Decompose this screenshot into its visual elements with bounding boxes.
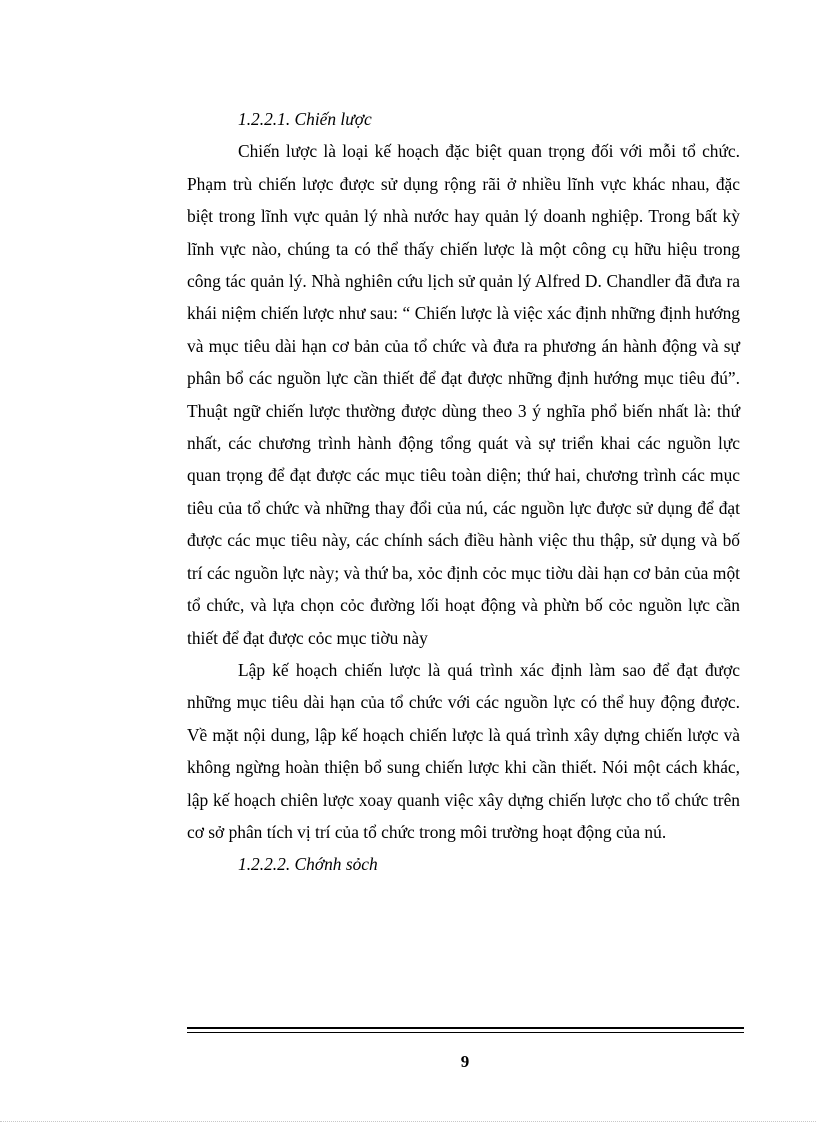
paragraph-strategy-definition: Chiến lược là loại kế hoạch đặc biệt quan trọng đối với mỗi tổ chức. Phạm trù chiến lược được sử dụng rộng rãi ở nhiều lĩnh vực khác nhau, đặc biệt trong lĩnh vực quản lý nhà nước hay quản lý doanh nghiệp. Trong bất kỳ lĩnh vực nào, chúng ta có thể thấy chiến lược là một công cụ hữu hiệu trong công tác quản lý. Nhà nghiên cứu lịch sử quản lý Alfred D. Chandler đã đưa ra khái niệm chiến lược như sau: “ Chiến lược là việc xác định những định hướng và mục tiêu dài hạn cơ bản của tổ chức và đưa ra phương án hành động và sự phân bổ các nguồn lực cần thiết để đạt được những định hướng mục tiêu đú”. Thuật ngữ chiến lược thường được dùng theo 3 ý nghĩa phổ biến nhất là: thứ nhất, các chương trình hành động tổng quát và sự triển khai các nguồn lực quan trọng để đạt được các mục tiêu toàn diện; thứ hai, chương trình các mục tiêu của tổ chức và những thay đổi của nú, các nguồn lực được sử dụng để đạt được các mục tiêu này, các chính sách điều hành việc thu thập, sử dụng và bố trí các nguồn lực này; và thứ ba, xỏc định cỏc mục tiờu dài hạn cơ bản của một tổ chức, và lựa chọn cỏc đường lối hoạt động và phừn bố cỏc nguồn lực cần thiết để đạt được cỏc mục tiờu này — [187, 141, 740, 648]
page-body — [187, 103, 740, 881]
section-heading-strategy: 1.2.2.1. Chiến lược — [238, 109, 372, 129]
page-bottom-edge — [0, 1121, 816, 1122]
section-heading-policy: 1.2.2.2. Chớnh sỏch — [238, 854, 378, 875]
page-number: 9 — [460, 1052, 470, 1071]
paragraph-strategic-planning: Lập kế hoạch chiến lược là quá trình xác định làm sao để đạt được những mục tiêu dài hạn của tổ chức với các nguồn lực có thể huy động được. Về mặt nội dung, lập kế hoạch chiến lược là quá trình xây dựng chiến lược và không ngừng hoàn thiện bổ sung chiến lược khi cần thiết. Nói một cách khác, lập kế hoạch chiên lược xoay quanh việc xây dựng chiến lược cho tổ chức trên cơ sở phân tích vị trí của tổ chức trong môi trường hoạt động của nú. — [187, 659, 740, 842]
footer-rule-top — [187, 1027, 744, 1029]
footer-rule-bottom — [187, 1032, 744, 1033]
